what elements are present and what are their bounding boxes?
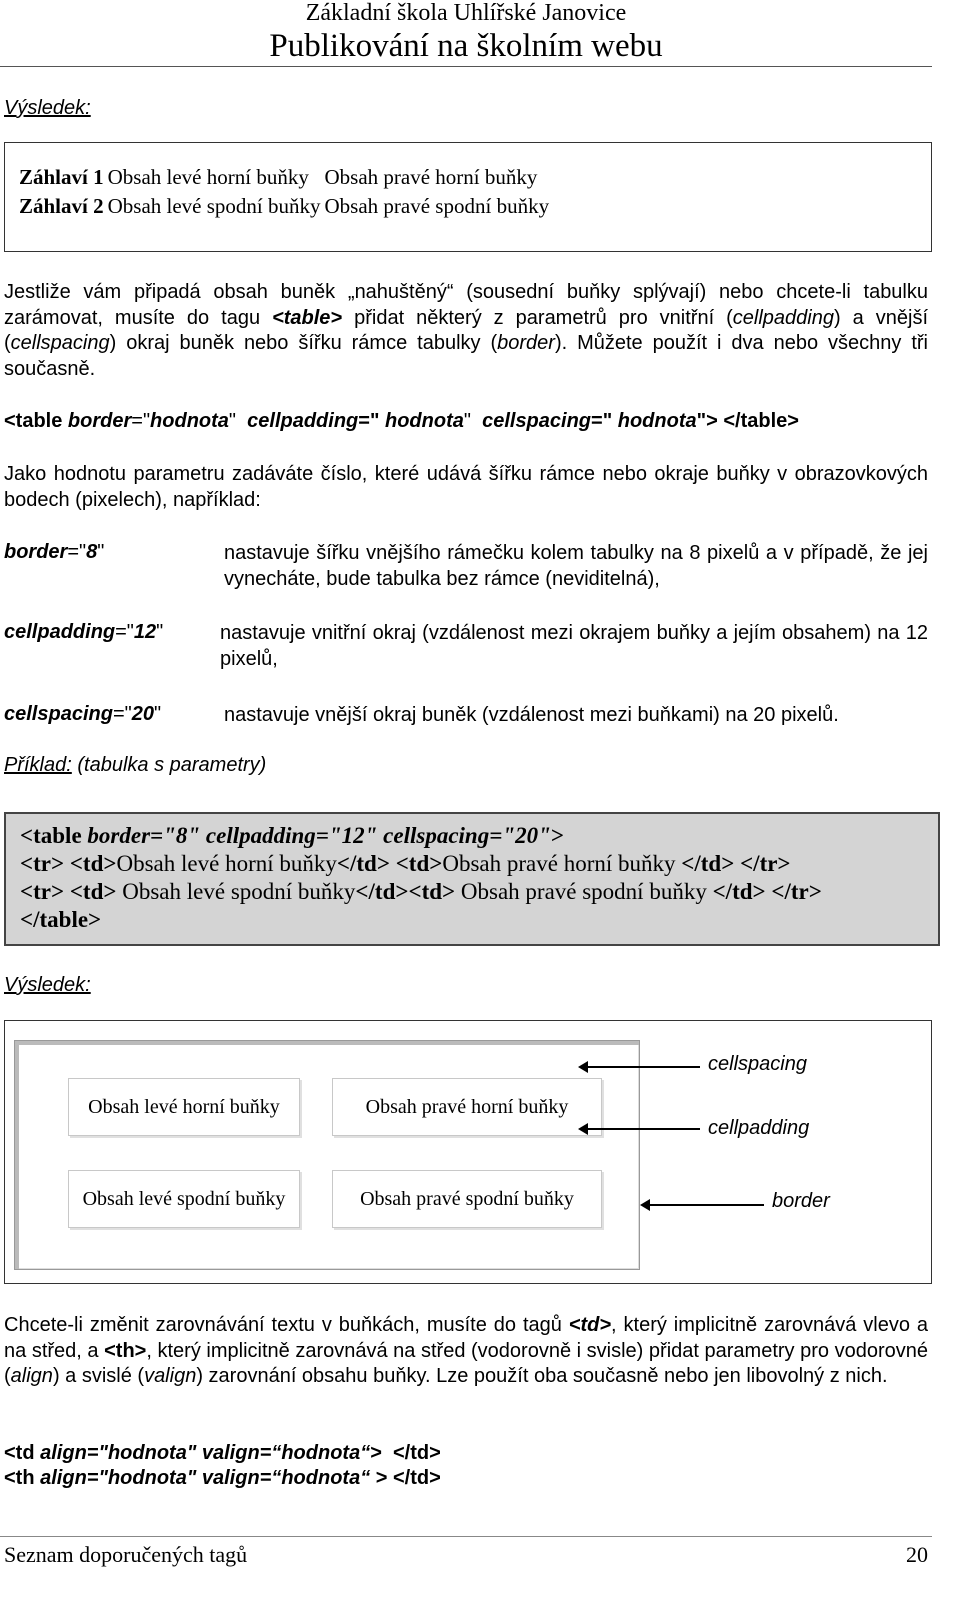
param-cellspacing-description: nastavuje vnější okraj buněk (vzdálenost mezi buňkami) na 20 pixelů. <box>224 704 839 726</box>
td-syntax: <td align="hodnota" valign=“hodnota“> </td> <box>4 1442 441 1464</box>
param-border: border="8" <box>4 541 105 563</box>
code-line: <table border="8" cellpadding="12" cellspacing="20"> <box>20 823 564 848</box>
code-line: <tr> <td> Obsah levé spodní buňky</td><td> Obsah pravé spodní buňky </td> </tr> <box>20 879 822 904</box>
table-cell: Obsah pravé horní buňky <box>332 1078 602 1136</box>
annotation-border: border <box>772 1190 830 1212</box>
code-line: <tr> <td>Obsah levé horní buňky</td> <td>Obsah pravé horní buňky </td> </tr> <box>20 851 791 876</box>
demo-table-border <box>14 1040 640 1270</box>
table-row <box>17 192 551 221</box>
page-title: Publikování na školním webu <box>269 28 663 64</box>
table-syntax: <table border="hodnota" cellpadding=" hodnota" cellspacing=" hodnota"> </table> <box>4 410 799 432</box>
arrow-icon <box>580 1128 700 1130</box>
table-cell: Obsah pravé spodní buňky <box>332 1170 602 1228</box>
param-border-description: nastavuje šířku vnějšího rámečku kolem tabulky na 8 pixelů a v případě, že jej vynecháte, bude tabulka bez rámce (neviditelná), <box>224 542 928 590</box>
table-cell: Obsah levé spodní buňky <box>107 194 321 218</box>
th-syntax: <th align="hodnota" valign=“hodnota“ > </td> <box>4 1467 441 1489</box>
annotation-cellspacing: cellspacing <box>708 1053 807 1075</box>
footer-title: Seznam doporučených tagů <box>4 1542 248 1567</box>
result-label: Výsledek: <box>4 97 91 119</box>
result-label: Výsledek: <box>4 974 91 996</box>
demo-table <box>17 163 551 221</box>
header-divider <box>0 66 932 67</box>
paragraph-alignment: Chcete-li změnit zarovnávání textu v buňkách, musíte do tagů <td>, který implicitně zarovnává vlevo a na střed, a <th>, který implicitně zarovnává na střed (vodorovně i svisle) přidat parametry pro vodorovné (align) a svislé (valign) zarovnání obsahu buňky. Lze použít oba současně nebo jen libovolný z nich. <box>4 1314 928 1387</box>
footer-divider <box>0 1536 932 1537</box>
param-cellspacing: cellspacing="20" <box>4 703 162 725</box>
table-row <box>17 163 551 192</box>
page-number: 20 <box>906 1542 928 1567</box>
code-line: </table> <box>20 907 102 932</box>
example-label: Příklad: (tabulka s parametry) <box>4 754 267 776</box>
table-header-cell: Záhlaví 2 <box>19 194 104 218</box>
param-cellpadding: cellpadding="12" <box>4 621 164 643</box>
table-header-cell: Záhlaví 1 <box>19 165 104 189</box>
arrow-icon <box>642 1204 764 1206</box>
school-name: Základní škola Uhlířské Janovice <box>305 0 627 26</box>
table-cell: Obsah levé horní buňky <box>68 1078 300 1136</box>
table-cell: Obsah pravé horní buňky <box>324 165 538 189</box>
table-cell: Obsah levé spodní buňky <box>68 1170 300 1228</box>
paragraph-values: Jako hodnotu parametru zadáváte číslo, které udává šířku rámce nebo okraje buňky v obrazovkových bodech (pixelech), například: <box>4 463 928 511</box>
arrow-icon <box>580 1066 700 1068</box>
table-cell: Obsah pravé spodní buňky <box>324 194 550 218</box>
paragraph-intro: Jestliže vám připadá obsah buněk „nahuštěný“ (sousední buňky splývají) nebo chcete-li tabulku zarámovat, musíte do tagu <table> přidat některý z parametrů pro vnitřní (cellpadding) a vnější (cellspacing) okraj buněk nebo šířku rámce tabulky (border). Můžete použít i dva nebo všechny tři současně. <box>4 281 928 380</box>
table-cell: Obsah levé horní buňky <box>107 165 309 189</box>
demo-table-frame <box>4 142 932 252</box>
annotation-cellpadding: cellpadding <box>708 1117 810 1139</box>
param-cellpadding-description: nastavuje vnitřní okraj (vzdálenost mezi okrajem buňky a jejím obsahem) na 12 pixelů, <box>220 622 928 670</box>
code-example <box>4 812 940 946</box>
